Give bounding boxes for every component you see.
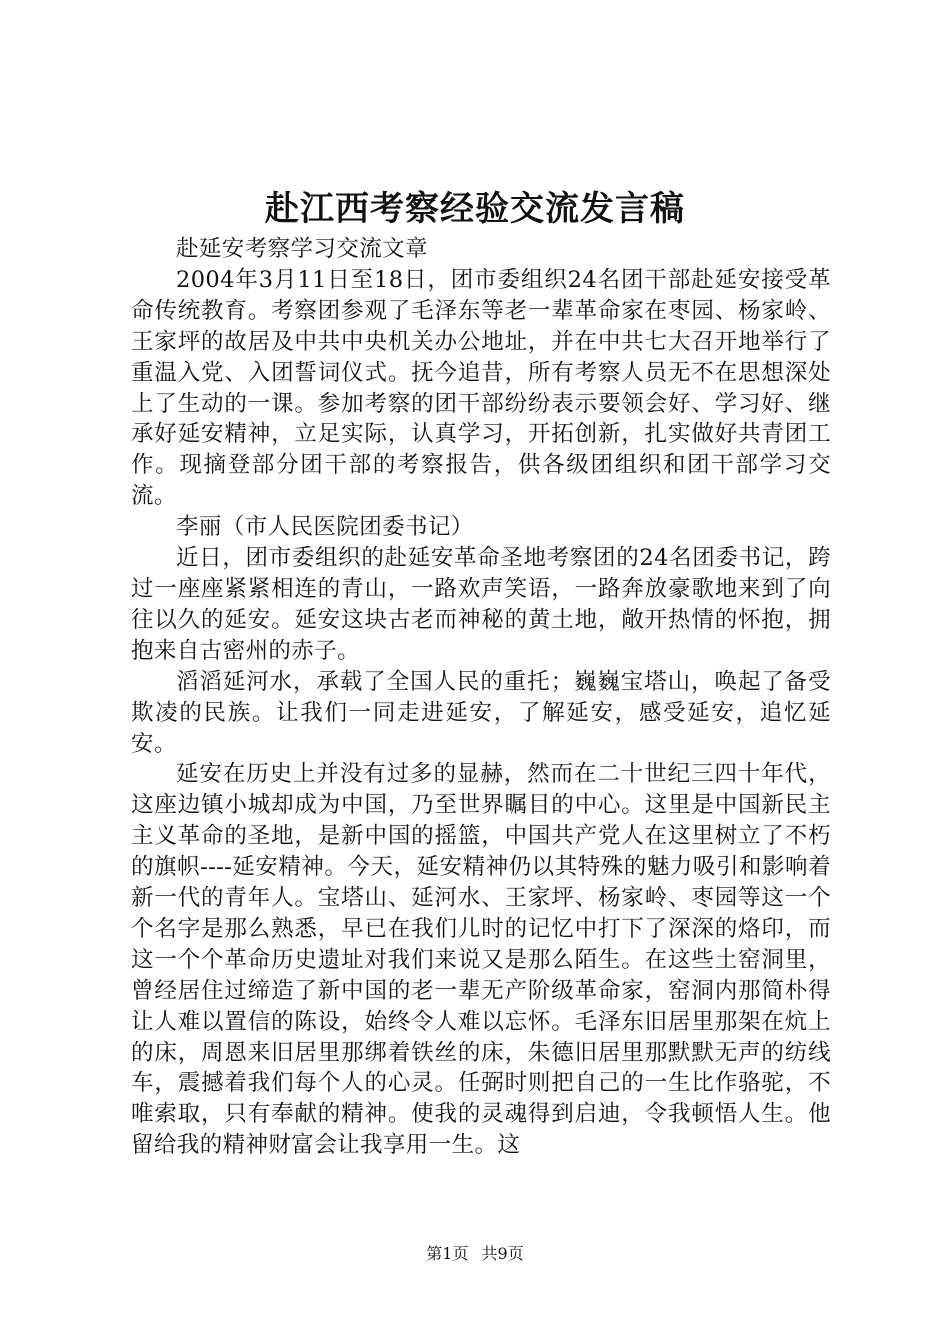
paragraph-history: 延安在历史上并没有过多的显赫，然而在二十世纪三四十年代，这座边镇小城却成为中国，乃至世界瞩目的中心。这里是中国新民主主义革命的圣地，是新中国的摇篮，中国共产党人在这里树立了不朽的旗帜----延安精神。今天，延安精神仍以其特殊的魅力吸引和影响着新一代的青年人。宝塔山、延河水、王家坪、杨家岭、枣园等这一个个名字是那么熟悉，早已在我们儿时的记忆中打下了深深的烙印，而这一个个革命历史遗址对我们来说又是那么陌生。在这些土窑洞里，曾经居住过缔造了新中国的老一辈无产阶级革命家，窑洞内那简朴得让人难以置信的陈设，始终令人难以忘怀。毛泽东旧居里那架在炕上的床，周恩来旧居里那绑着铁丝的床，朱德旧居里那默默无声的纺线车，震撼着我们每个人的心灵。任弼时则把自己的一生比作骆驼，不唯索取，只有奉献的精神。使我的灵魂得到启迪，令我顿悟人生。他留给我的精神财富会让我享用一生。这 [131,761,831,1159]
paragraph-arrival: 近日，团市委组织的赴延安革命圣地考察团的24名团委书记，跨过一座座紧紧相连的青山，一路欢声笑语，一路奔放豪歌地来到了向往以久的延安。延安这块古老而神秘的黄土地，敞开热情的怀抱，拥抱来自古密州的赤子。 [131,545,831,664]
paragraph-intro: 2004年3月11日至18日，团市委组织24名团干部赴延安接受革命传统教育。考察团参观了毛泽东等老一辈革命家在枣园、杨家岭、王家坪的故居及中共中央机关办公地址，并在中共七大召开地举行了重温入党、入团誓词仪式。抚今追昔，所有考察人员无不在思想深处上了生动的一课。参加考察的团干部纷纷表示要领会好、学习好、继承好延安精神，立足实际，认真学习，开拓创新，扎实做好共青团工作。现摘登部分团干部的考察报告，供各级团组织和团干部学习交流。 [131,266,831,510]
article-heading: 赴延安考察学习交流文章 [176,236,428,262]
document-body [131,234,831,1161]
author-byline: 李丽（市人民医院团委书记） [176,514,474,541]
paragraph-yanhe: 滔滔延河水，承载了全国人民的重托；巍巍宝塔山，唤起了备受欺凌的民族。让我们一同走进延安，了解延安，感受延安，追忆延安。 [131,668,831,757]
page-footer [0,1243,950,1265]
page-total: 共9页 [481,1244,524,1263]
page-number: 第1页 [426,1244,469,1263]
document-title: 赴江西考察经验交流发言稿 [265,189,685,229]
